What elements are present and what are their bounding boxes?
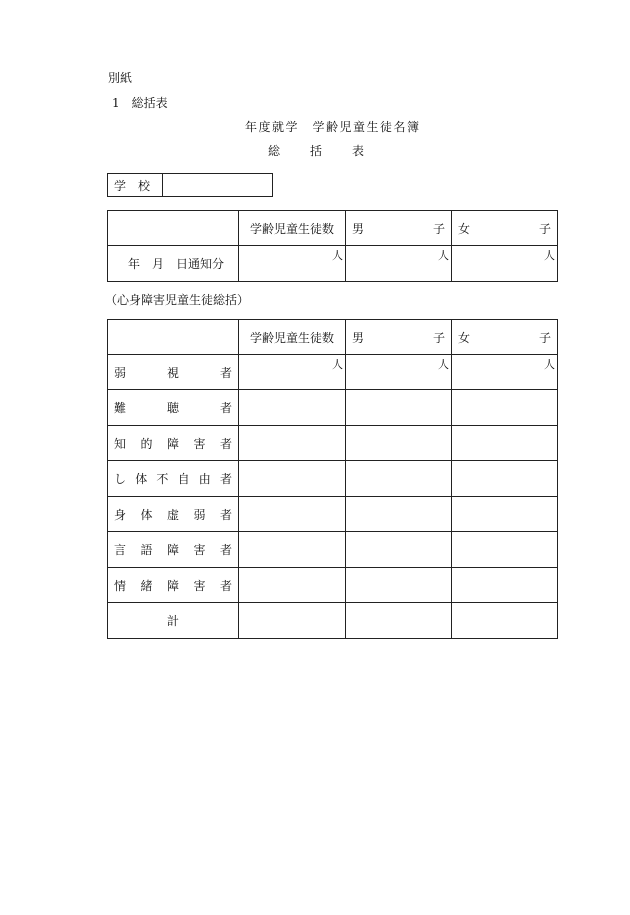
row-label: 弱 視 者 — [108, 355, 239, 390]
male-count-cell[interactable] — [346, 532, 452, 568]
school-label: 学 校 — [108, 174, 163, 197]
disability-section-label: （心身障害児童生徒総括） — [105, 293, 250, 307]
disability-table — [107, 319, 558, 639]
student-count-cell[interactable] — [239, 390, 346, 426]
female-count-cell[interactable] — [452, 390, 558, 426]
female-count-cell[interactable]: 人 — [452, 355, 558, 390]
header-female: 女 子 — [452, 211, 558, 246]
header-male: 男 子 — [346, 320, 452, 355]
row-label: 知 的 障 害 者 — [108, 426, 239, 461]
male-count-cell[interactable]: 人 — [346, 246, 452, 282]
header-student-count: 学齢児童生徒数 — [239, 211, 346, 246]
document-subtitle: 総 括 表 — [268, 144, 367, 158]
student-count-cell[interactable]: 人 — [239, 246, 346, 282]
female-count-cell[interactable] — [452, 497, 558, 532]
student-count-cell[interactable] — [239, 426, 346, 461]
header-male: 男 子 — [346, 211, 452, 246]
male-count-cell[interactable] — [346, 568, 452, 603]
student-count-cell[interactable]: 人 — [239, 355, 346, 390]
attachment-label: 別紙 — [108, 71, 133, 85]
male-count-cell[interactable] — [346, 497, 452, 532]
total-student-count-cell[interactable] — [239, 603, 346, 639]
row-label: 言 語 障 害 者 — [108, 532, 239, 568]
document-title: 年度就学 学齢児童生徒名簿 — [245, 120, 421, 134]
header-student-count: 学齢児童生徒数 — [239, 320, 346, 355]
header-female: 女 子 — [452, 320, 558, 355]
school-name-field[interactable] — [163, 174, 273, 197]
notification-table — [107, 210, 558, 282]
school-box — [107, 173, 273, 197]
male-count-cell[interactable] — [346, 426, 452, 461]
section-heading: 1 総括表 — [112, 96, 168, 110]
student-count-cell[interactable] — [239, 532, 346, 568]
female-count-cell[interactable] — [452, 461, 558, 497]
header-blank-cell — [108, 211, 239, 246]
student-count-cell[interactable] — [239, 461, 346, 497]
male-count-cell[interactable] — [346, 461, 452, 497]
row-label: 難 聴 者 — [108, 390, 239, 426]
female-count-cell[interactable]: 人 — [452, 246, 558, 282]
female-count-cell[interactable] — [452, 426, 558, 461]
female-count-cell[interactable] — [452, 532, 558, 568]
male-count-cell[interactable]: 人 — [346, 355, 452, 390]
row-label: し 体 不 自 由 者 — [108, 461, 239, 497]
header-blank-cell — [108, 320, 239, 355]
male-count-cell[interactable] — [346, 390, 452, 426]
row-label: 身 体 虚 弱 者 — [108, 497, 239, 532]
total-male-count-cell[interactable] — [346, 603, 452, 639]
notification-date-label: 年 月 日通知分 — [108, 246, 239, 282]
female-count-cell[interactable] — [452, 568, 558, 603]
row-label: 情 緒 障 害 者 — [108, 568, 239, 603]
total-label: 計 — [108, 603, 239, 639]
student-count-cell[interactable] — [239, 568, 346, 603]
student-count-cell[interactable] — [239, 497, 346, 532]
total-female-count-cell[interactable] — [452, 603, 558, 639]
